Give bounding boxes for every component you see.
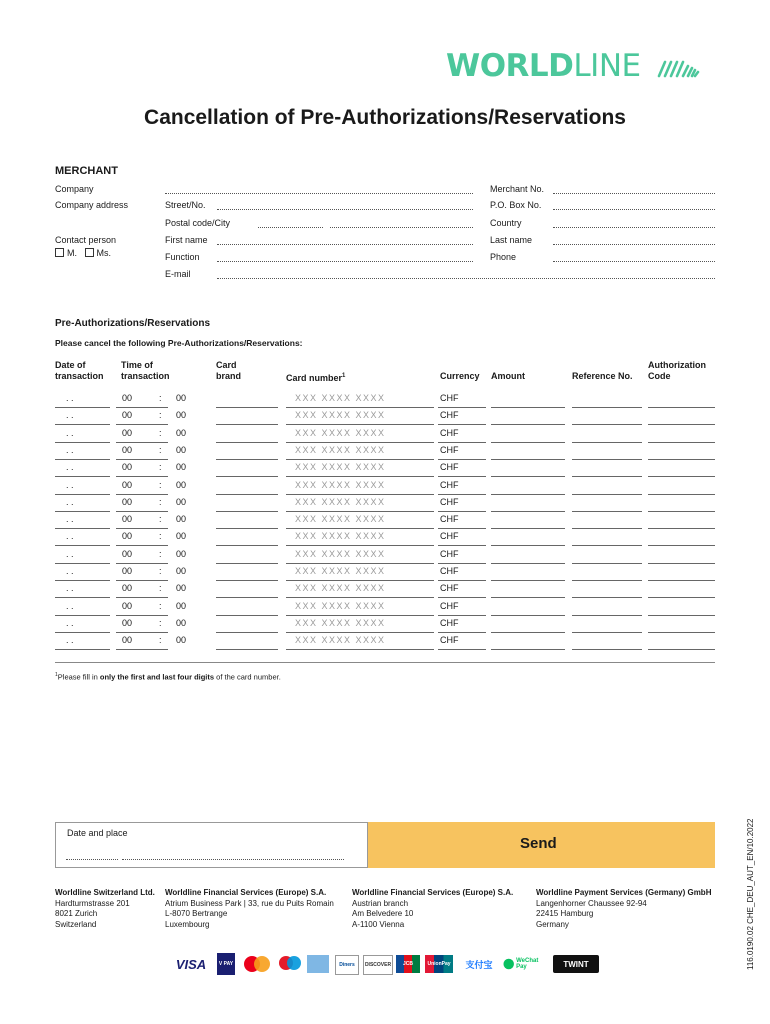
hour-cell[interactable]: 00 [122, 393, 133, 403]
date-cell[interactable]: . . [66, 600, 74, 611]
hour-cell[interactable]: 00 [122, 479, 133, 490]
date-cell[interactable]: . . [66, 566, 74, 576]
table-bottom-rule [55, 662, 715, 663]
currency-cell: CHF [440, 444, 459, 455]
table-row [55, 391, 715, 408]
ms-checkbox[interactable] [85, 248, 94, 257]
time-separator: : [159, 462, 162, 473]
hour-cell[interactable]: 00 [122, 600, 133, 611]
company-label: Company [55, 184, 94, 194]
country-field[interactable] [553, 227, 715, 228]
address-line: Hardturmstrasse 201 [55, 898, 130, 908]
merchant-no-label: Merchant No. [490, 184, 545, 194]
currency-cell: CHF [440, 566, 459, 576]
currency-cell: CHF [440, 600, 459, 611]
table-row [55, 478, 715, 495]
table-row [55, 564, 715, 581]
hour-cell[interactable]: 00 [122, 617, 133, 628]
address-line: Am Belvedere 10 [352, 909, 414, 918]
currency-cell: CHF [440, 427, 459, 438]
currency-cell: CHF [440, 548, 459, 559]
card-number-cell[interactable]: XXX XXXX XXXX [295, 583, 386, 594]
date-cell[interactable]: . . [66, 479, 74, 490]
time-separator: : [159, 617, 162, 628]
card-number-field-line[interactable] [286, 649, 434, 650]
date-cell[interactable]: . . [66, 635, 74, 646]
function-label: Function [165, 252, 200, 262]
minute-cell[interactable]: 00 [176, 410, 187, 421]
currency-cell: CHF [440, 410, 459, 421]
card-number-cell[interactable]: XXX XXXX XXXX [295, 514, 386, 525]
mastercard-icon [242, 955, 272, 973]
header-card-number [286, 371, 345, 384]
date-cell[interactable]: . . [66, 393, 74, 403]
card-number-cell[interactable]: XXX XXXX XXXX [295, 462, 386, 473]
header-auth-line2: Code [648, 371, 671, 381]
date-cell[interactable]: . . [66, 444, 74, 455]
date-place-label: Date and place [67, 828, 128, 838]
address-line: Switzerland [55, 919, 97, 929]
header-card-number-sup: 1 [342, 373, 346, 379]
time-field-line[interactable] [116, 649, 168, 650]
postal-city-label: Postal code/City [165, 218, 231, 228]
amex-logo [307, 955, 329, 973]
header-reference: Reference No. [572, 371, 633, 381]
currency-cell: CHF [440, 393, 459, 403]
address-name: Worldline Financial Services (Europe) S.A. [165, 888, 327, 897]
preauth-heading: Pre-Authorizations/Reservations [55, 318, 211, 329]
card-number-cell[interactable]: XXX XXXX XXXX [295, 617, 386, 628]
phone-field[interactable] [553, 261, 715, 262]
header-date-line1: Date of [55, 360, 86, 370]
minute-cell[interactable]: 00 [176, 496, 187, 507]
time-separator: : [159, 410, 162, 421]
header-date-line2: transaction [55, 371, 104, 381]
email-label: E-mail [165, 269, 191, 279]
page-title: Cancellation of Pre-Authorizations/Reservations [144, 106, 626, 129]
mr-label: M. [67, 248, 77, 258]
logo-text-bold: WORLD [446, 48, 574, 84]
minute-cell[interactable]: 00 [176, 635, 187, 646]
hour-cell[interactable]: 00 [122, 531, 133, 542]
time-separator: : [159, 444, 162, 455]
address-line: 8021 Zurich [55, 909, 98, 918]
wechat-icon [503, 958, 514, 970]
minute-cell[interactable]: 00 [176, 531, 187, 542]
address-line: Germany [536, 919, 569, 929]
currency-cell: CHF [440, 514, 459, 525]
preauth-instruction: Please cancel the following Pre-Authorizations/Reservations: [55, 338, 303, 348]
footnote-post: of the card number. [214, 672, 281, 682]
address-switzerland [55, 888, 155, 930]
header-auth-line1: Authorization [648, 360, 706, 370]
time-separator: : [159, 531, 162, 542]
date-cell[interactable]: . . [66, 548, 74, 559]
address-line: A-1100 Vienna [352, 919, 405, 929]
maestro-logo [276, 955, 304, 973]
unionpay-logo: UnionPay [425, 955, 453, 973]
header-time-line2: transaction [121, 371, 170, 381]
jcb-logo: JCB [396, 955, 420, 973]
hour-cell[interactable]: 00 [122, 496, 133, 507]
first-name-field[interactable] [217, 244, 473, 245]
currency-cell: CHF [440, 496, 459, 507]
amount-field[interactable] [491, 649, 565, 650]
card-number-cell[interactable]: XXX XXXX XXXX [295, 479, 386, 490]
date-cell[interactable]: . . [66, 496, 74, 507]
discover-logo: DISCOVER [363, 955, 393, 975]
send-label: Send [520, 835, 557, 852]
company-address-label: Company address [55, 200, 129, 210]
hour-cell[interactable]: 00 [122, 635, 133, 646]
address-line: Austrian branch [352, 898, 409, 908]
worldline-logo [446, 48, 701, 84]
street-field[interactable] [217, 209, 473, 210]
date-field-line[interactable] [55, 649, 110, 650]
header-date [55, 360, 104, 382]
time-separator: : [159, 566, 162, 576]
hour-cell[interactable]: 00 [122, 583, 133, 594]
time-separator: : [159, 548, 162, 559]
time-separator: : [159, 393, 162, 403]
ms-label: Ms. [96, 248, 112, 258]
time-separator: : [159, 635, 162, 646]
date-cell[interactable]: . . [66, 531, 74, 542]
reference-field[interactable] [572, 649, 642, 650]
address-name: Worldline Payment Services (Germany) GmbH [536, 888, 712, 897]
card-number-cell[interactable]: XXX XXXX XXXX [295, 410, 386, 421]
card-number-cell[interactable]: XXX XXXX XXXX [295, 496, 386, 507]
hour-cell[interactable]: 00 [122, 548, 133, 559]
card-number-cell[interactable]: XXX XXXX XXXX [295, 444, 386, 455]
address-austria [352, 888, 513, 930]
country-label: Country [490, 218, 522, 228]
po-box-field[interactable] [553, 209, 715, 210]
contact-person-label: Contact person [55, 235, 117, 245]
postal-code-field[interactable] [258, 227, 323, 228]
table-row [55, 512, 715, 529]
hour-cell[interactable]: 00 [122, 410, 133, 421]
phone-label: Phone [490, 252, 517, 262]
date-place-box [55, 822, 368, 868]
currency-cell: CHF [440, 617, 459, 628]
card-brand-field[interactable] [216, 649, 278, 650]
date-cell[interactable]: . . [66, 427, 74, 438]
first-name-label: First name [165, 235, 208, 245]
time-separator: : [159, 600, 162, 611]
table-row [55, 581, 715, 598]
send-button[interactable] [368, 822, 715, 868]
footnote [55, 672, 281, 682]
time-separator: : [159, 479, 162, 490]
maestro-icon [277, 955, 303, 973]
header-time [121, 360, 170, 382]
header-time-line1: Time of [121, 360, 153, 370]
time-separator: : [159, 427, 162, 438]
time-separator: : [159, 514, 162, 525]
address-name: Worldline Switzerland Ltd. [55, 888, 155, 897]
table-row [55, 495, 715, 512]
last-name-label: Last name [490, 235, 533, 245]
table-row [55, 529, 715, 546]
logo-text-thin: LINE [573, 48, 641, 84]
address-line: Atrium Business Park | 33, rue du Puits Romain [165, 898, 334, 908]
address-line: 22415 Hamburg [536, 909, 594, 918]
time-separator: : [159, 496, 162, 507]
mr-checkbox[interactable] [55, 248, 64, 257]
date-cell[interactable]: . . [66, 514, 74, 525]
table-row [55, 426, 715, 443]
footnote-sup: 1 [55, 672, 58, 678]
place-field[interactable] [122, 859, 344, 860]
card-number-cell[interactable]: XXX XXXX XXXX [295, 531, 386, 542]
minute-cell[interactable]: 00 [176, 479, 187, 490]
address-line: Luxembourg [165, 919, 210, 929]
document-code: 116.0190.02 CHE_DEU_AUT_EN/10.2022 [746, 818, 755, 970]
po-box-label: P.O. Box No. [490, 200, 542, 210]
table-row [55, 460, 715, 477]
table-row [55, 408, 715, 425]
card-number-cell[interactable]: XXX XXXX XXXX [295, 427, 386, 438]
currency-cell: CHF [440, 479, 459, 490]
address-germany [536, 888, 711, 930]
table-row [55, 443, 715, 460]
twint-logo: TWINT [553, 955, 599, 973]
header-amount: Amount [491, 371, 525, 381]
header-card-line2: brand [216, 371, 242, 381]
hour-cell[interactable]: 00 [122, 566, 133, 576]
header-authorization [648, 360, 706, 382]
address-line: Langenhorner Chaussee 92-94 [536, 898, 647, 908]
header-card-brand [216, 360, 241, 382]
date-cell[interactable]: . . [66, 462, 74, 473]
footnote-pre: Please fill in [57, 672, 100, 682]
minute-cell[interactable]: 00 [176, 462, 187, 473]
currency-cell: CHF [440, 531, 459, 542]
currency-cell: CHF [440, 583, 459, 594]
wechat-pay-logo [503, 955, 549, 973]
diners-logo: Diners [335, 955, 359, 975]
currency-cell: CHF [440, 635, 459, 646]
worldline-wave-icon [657, 56, 701, 80]
header-card-number-text: Card number [286, 373, 343, 383]
merchant-heading: MERCHANT [55, 165, 118, 177]
footnote-bold: only the first and last four digits [99, 672, 215, 682]
date-cell[interactable]: . . [66, 583, 74, 594]
minute-cell[interactable]: 00 [176, 617, 187, 628]
email-field[interactable] [217, 278, 715, 279]
minute-cell[interactable]: 00 [176, 444, 187, 455]
card-number-cell[interactable]: XXX XXXX XXXX [295, 548, 386, 559]
hour-cell[interactable]: 00 [122, 444, 133, 455]
authorization-code-field[interactable] [648, 649, 715, 650]
date-cell[interactable]: . . [66, 617, 74, 628]
minute-cell[interactable]: 00 [176, 548, 187, 559]
hour-cell[interactable]: 00 [122, 427, 133, 438]
alipay-logo: 支付宝 [465, 959, 493, 970]
salutation-group [55, 248, 111, 258]
merchant-no-field[interactable] [553, 193, 715, 194]
minute-cell[interactable]: 00 [176, 393, 187, 403]
date-field[interactable] [66, 859, 118, 860]
function-field[interactable] [217, 261, 473, 262]
header-currency: Currency [440, 371, 480, 381]
minute-cell[interactable]: 00 [176, 600, 187, 611]
visa-logo: VISA [175, 956, 207, 972]
time-separator: : [159, 583, 162, 594]
city-field[interactable] [330, 227, 473, 228]
minute-cell[interactable]: 00 [176, 583, 187, 594]
table-row [55, 599, 715, 616]
header-card-line1: Card [216, 360, 237, 370]
currency-field-line[interactable] [438, 649, 486, 650]
table-row [55, 633, 715, 650]
hour-cell[interactable]: 00 [122, 514, 133, 525]
card-number-cell[interactable]: XXX XXXX XXXX [295, 393, 386, 403]
table-row [55, 547, 715, 564]
date-cell[interactable]: . . [66, 410, 74, 421]
last-name-field[interactable] [553, 244, 715, 245]
address-line: L-8070 Bertrange [165, 909, 228, 918]
card-number-cell[interactable]: XXX XXXX XXXX [295, 600, 386, 611]
card-number-cell[interactable]: XXX XXXX XXXX [295, 566, 386, 576]
minute-cell[interactable]: 00 [176, 514, 187, 525]
company-field[interactable] [165, 193, 473, 194]
currency-cell: CHF [440, 462, 459, 473]
wechat-pay-text: WeChat Pay [516, 958, 539, 970]
card-number-cell[interactable]: XXX XXXX XXXX [295, 635, 386, 646]
mastercard-logo [241, 955, 273, 973]
minute-cell[interactable]: 00 [176, 566, 187, 576]
vpay-logo: V PAY [217, 953, 235, 975]
address-name: Worldline Financial Services (Europe) S.A. [352, 888, 514, 897]
street-label: Street/No. [165, 200, 206, 210]
hour-cell[interactable]: 00 [122, 462, 133, 473]
address-luxembourg [165, 888, 334, 930]
table-row [55, 616, 715, 633]
minute-cell[interactable]: 00 [176, 427, 187, 438]
